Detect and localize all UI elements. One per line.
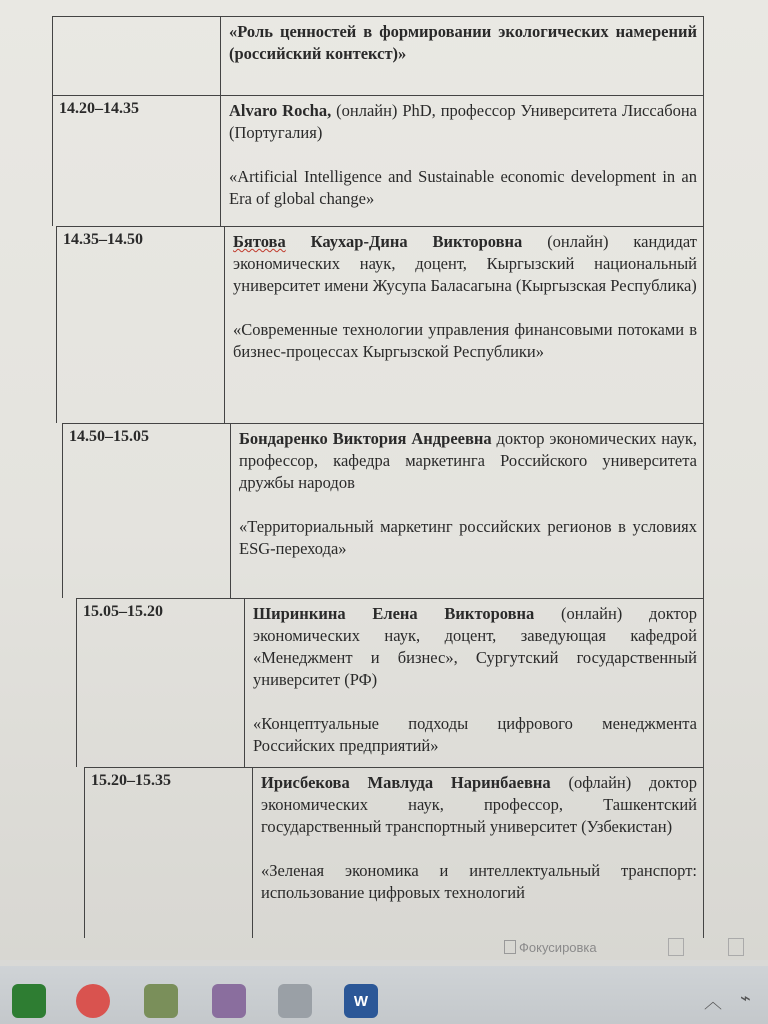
time-cell bbox=[53, 17, 221, 95]
text-segment: «Концептуальные подходы цифрового менеджмента Российских предприятий» bbox=[253, 714, 697, 755]
text-segment: «Artificial Intelligence and Sustainable economic development in an Era of global change» bbox=[229, 167, 697, 208]
file-explorer-icon[interactable] bbox=[144, 984, 178, 1018]
speaker-name: «Роль ценностей в формировании экологических намерений (российский контекст)» bbox=[229, 22, 697, 63]
content-cell bbox=[245, 599, 703, 767]
table-row bbox=[52, 16, 704, 95]
speaker-info bbox=[233, 231, 697, 297]
speaker-info bbox=[229, 21, 697, 65]
talk-title bbox=[253, 713, 697, 757]
chrome-icon[interactable] bbox=[76, 984, 110, 1018]
word-icon[interactable] bbox=[344, 984, 378, 1018]
content-cell bbox=[231, 424, 703, 598]
text-segment: «Зеленая экономика и интеллектуальный транспорт: использование цифровых технологий bbox=[261, 861, 697, 902]
text-segment: (онлайн) PhD, профессор Университета Лиссабона (Португалия) bbox=[229, 101, 697, 142]
time-cell: 15.05–15.20 bbox=[77, 599, 245, 767]
talk-title bbox=[239, 516, 697, 560]
table-row bbox=[52, 95, 704, 226]
wifi-icon[interactable]: ⌁ bbox=[740, 988, 751, 1009]
content-cell bbox=[221, 17, 703, 95]
table-row bbox=[56, 226, 704, 423]
talk-title bbox=[261, 860, 697, 904]
time-cell: 14.50–15.05 bbox=[63, 424, 231, 598]
speaker-info bbox=[239, 428, 697, 494]
focus-icon bbox=[504, 940, 516, 954]
speaker-name: Ирисбекова Мавлуда Наринбаевна bbox=[261, 773, 551, 792]
taskbar bbox=[0, 966, 768, 1024]
speaker-name: Бятова bbox=[233, 232, 286, 251]
speaker-name: Alvaro Rocha, bbox=[229, 101, 332, 120]
text-segment: (онлайн) кандидат экономических наук, доцент, Кыргызский национальный университет имени Жусупа Баласагына (Кыргызская Республика) bbox=[233, 232, 697, 295]
talk-title bbox=[233, 319, 697, 363]
text-segment: (онлайн) доктор экономических наук, доцент, заведующая кафедрой «Менеджмент и бизнес», Сургутский государственный университет (РФ) bbox=[253, 604, 697, 689]
chevron-up-icon[interactable]: ︿ bbox=[704, 992, 722, 1013]
media-app-icon[interactable] bbox=[212, 984, 246, 1018]
table-row bbox=[62, 423, 704, 598]
talk-title bbox=[229, 166, 697, 210]
snipping-tool-icon[interactable] bbox=[278, 984, 312, 1018]
time-cell: 14.20–14.35 bbox=[53, 96, 221, 226]
text-segment: (офлайн) доктор экономических наук, профессор, Ташкентский государственный транспортный университет (Узбекистан) bbox=[261, 773, 697, 836]
speaker-name: Каухар-Дина Викторовна bbox=[285, 232, 523, 251]
text-segment: «Территориальный маркетинг российских регионов в условиях ESG-перехода» bbox=[239, 517, 697, 558]
speaker-info bbox=[253, 603, 697, 691]
focus-mode-button[interactable] bbox=[504, 940, 597, 955]
schedule-table bbox=[52, 16, 702, 938]
speaker-name: Бондаренко Виктория Андреевна bbox=[239, 429, 492, 448]
table-row bbox=[84, 767, 704, 938]
speaker-info bbox=[261, 772, 697, 838]
web-layout-icon[interactable] bbox=[728, 938, 744, 956]
time-cell: 14.35–14.50 bbox=[57, 227, 225, 423]
text-segment: доктор экономических наук, профессор, кафедра маркетинга Российского университета дружбы народов bbox=[239, 429, 697, 492]
app-label: W bbox=[353, 992, 369, 1010]
text-segment: «Современные технологии управления финансовыми потоками в бизнес-процессах Кыргызской Республики» bbox=[233, 320, 697, 361]
content-cell bbox=[225, 227, 703, 423]
focus-label: Фокусировка bbox=[519, 940, 597, 955]
print-layout-icon[interactable] bbox=[668, 938, 684, 956]
content-cell bbox=[221, 96, 703, 226]
time-cell: 15.20–15.35 bbox=[85, 768, 253, 938]
content-cell bbox=[253, 768, 703, 938]
table-row bbox=[76, 598, 704, 767]
speaker-info bbox=[229, 100, 697, 144]
files-app-icon[interactable] bbox=[12, 984, 46, 1018]
speaker-name: Ширинкина Елена Викторовна bbox=[253, 604, 535, 623]
